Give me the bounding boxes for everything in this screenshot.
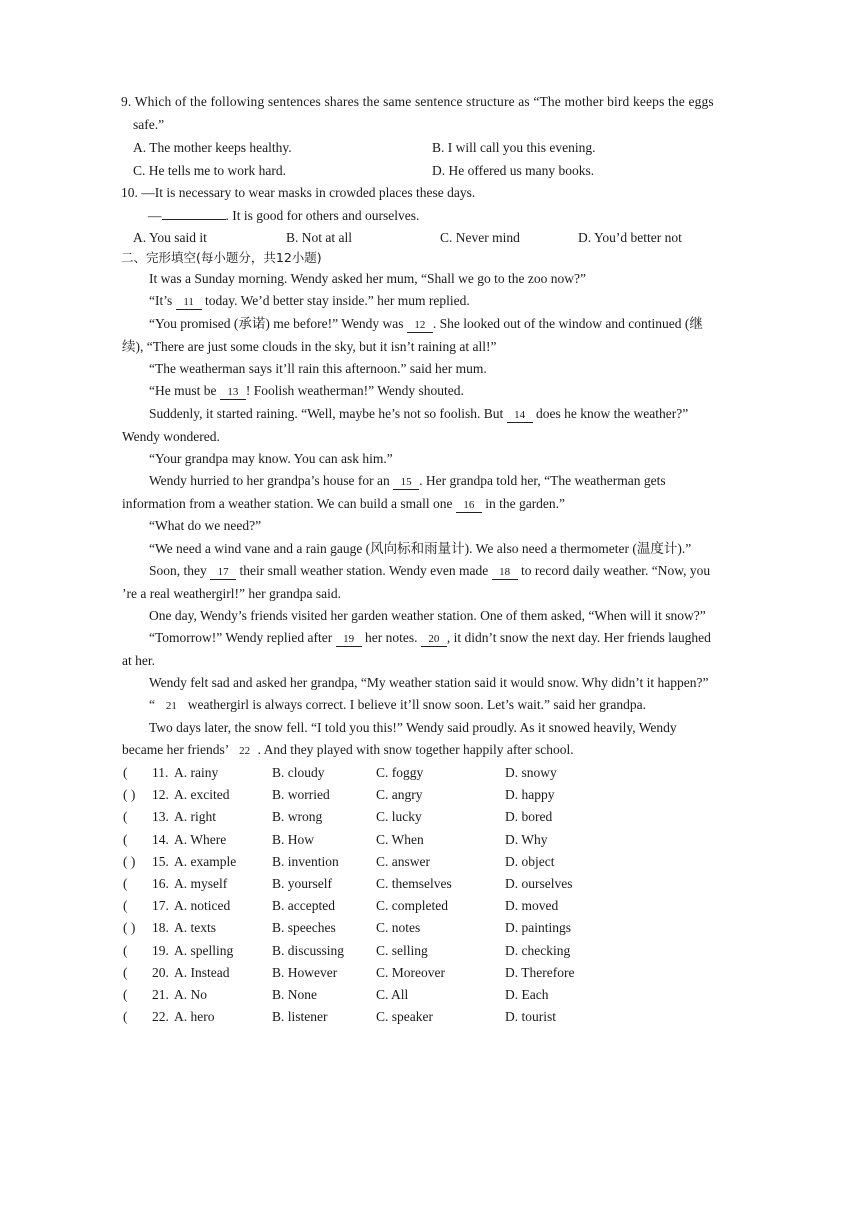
option-a[interactable]: A. example [174, 854, 237, 869]
q9-option-b: B. I will call you this evening. [432, 140, 596, 155]
q9-stem-cont: safe.” [133, 117, 165, 132]
q9-option-d: D. He offered us many books. [432, 163, 595, 178]
passage-line: “What do we need?” [149, 518, 262, 533]
question-number: 11. [152, 765, 169, 780]
question-number: 13. [152, 809, 169, 824]
option-b[interactable]: B. listener [272, 1009, 328, 1024]
q9-option-a: A. The mother keeps healthy. [133, 140, 292, 155]
text: Suddenly, it started raining. “Well, maybe he’s not so foolish. But [149, 406, 504, 421]
text: ! Foolish weatherman!” Wendy shouted. [245, 383, 464, 398]
question-number: 22. [152, 1009, 169, 1024]
text: became her friends’ [122, 742, 229, 757]
text: “It’s [149, 293, 173, 308]
passage-line [149, 472, 666, 490]
text: today. We’d better stay inside.” her mum replied. [205, 293, 470, 308]
passage-line: Wendy felt sad and asked her grandpa, “My weather station said it would snow. Why didn’t it happen?” [149, 675, 709, 690]
option-a[interactable]: A. excited [174, 787, 230, 802]
blank-18[interactable]: 18 [492, 565, 518, 580]
passage-line [122, 495, 565, 513]
option-d[interactable]: D. object [505, 854, 555, 869]
passage-line [149, 382, 464, 400]
passage-line [149, 315, 703, 333]
blank-11[interactable]: 11 [176, 295, 202, 310]
q10-option-d: D. You’d better not [578, 230, 682, 245]
option-d[interactable]: D. Why [505, 832, 548, 847]
option-a[interactable]: A. Instead [174, 965, 230, 980]
option-d[interactable]: D. tourist [505, 1009, 557, 1024]
option-c[interactable]: C. answer [376, 854, 430, 869]
answer-bracket[interactable]: ( ) [123, 920, 136, 935]
passage-line: 续), “There are just some clouds in the sky, but it isn’t raining at all!” [122, 339, 497, 354]
text: weathergirl is always correct. I believe it’ll snow soon. Let’s wait.” said her grandpa. [187, 697, 646, 712]
text: . Her grandpa told her, “The weatherman gets [419, 473, 666, 488]
passage-line [149, 696, 646, 714]
answer-bracket[interactable]: ( [123, 876, 128, 891]
option-c[interactable]: C. When [376, 832, 424, 847]
text: Wendy hurried to her grandpa’s house for an [149, 473, 390, 488]
text: “ [149, 697, 155, 712]
answer-bracket[interactable]: ( [123, 898, 128, 913]
option-b[interactable]: B. How [272, 832, 315, 847]
passage-line: ’re a real weathergirl!” her grandpa said. [122, 586, 342, 601]
option-b[interactable]: B. accepted [272, 898, 335, 913]
option-c[interactable]: C. lucky [376, 809, 422, 824]
text: Soon, they [149, 563, 207, 578]
blank-22[interactable]: 22 [239, 745, 251, 757]
answer-blank[interactable] [162, 219, 226, 220]
option-d[interactable]: D. snowy [505, 765, 557, 780]
question-number: 12. [152, 787, 169, 802]
option-d[interactable]: D. ourselves [505, 876, 573, 891]
text: . She looked out of the window and continued (继 [432, 316, 703, 331]
option-a[interactable]: A. spelling [174, 943, 234, 958]
option-a[interactable]: A. myself [174, 876, 228, 891]
text: their small weather station. Wendy even made [239, 563, 489, 578]
answer-bracket[interactable]: ( [123, 832, 128, 847]
q10-option-b: B. Not at all [286, 230, 352, 245]
answer-bracket[interactable]: ( [123, 965, 128, 980]
option-c[interactable]: C. completed [376, 898, 448, 913]
option-b[interactable]: B. discussing [272, 943, 345, 958]
passage-line [149, 405, 688, 423]
passage-line: Wendy wondered. [122, 429, 220, 444]
passage-line: “We need a wind vane and a rain gauge (风向标和雨量计). We also need a thermometer (温度计).” [149, 541, 692, 556]
question-number: 17. [152, 898, 169, 913]
text: “He must be [149, 383, 217, 398]
dash: — [148, 208, 162, 223]
blank-13[interactable]: 13 [220, 385, 246, 400]
answer-bracket[interactable]: ( ) [123, 854, 136, 869]
option-d[interactable]: D. paintings [505, 920, 571, 935]
q10-response-text: . It is good for others and ourselves. [225, 208, 420, 223]
q9-option-c: C. He tells me to work hard. [133, 163, 286, 178]
text: “Tomorrow!” Wendy replied after [149, 630, 333, 645]
option-c[interactable]: C. All [376, 987, 409, 1002]
option-b[interactable]: B. invention [272, 854, 339, 869]
passage-line [149, 629, 711, 647]
option-b[interactable]: B. worried [272, 787, 330, 802]
option-b[interactable]: B. speeches [272, 920, 336, 935]
blank-19[interactable]: 19 [336, 632, 362, 647]
blank-16[interactable]: 16 [456, 498, 482, 513]
option-a[interactable]: A. No [174, 987, 207, 1002]
question-number: 14. [152, 832, 169, 847]
text: in the garden.” [485, 496, 566, 511]
option-b[interactable]: B. wrong [272, 809, 323, 824]
passage-line [149, 292, 470, 310]
blank-17[interactable]: 17 [210, 565, 236, 580]
answer-bracket[interactable]: ( [123, 809, 128, 824]
option-a[interactable]: A. hero [174, 1009, 215, 1024]
option-d[interactable]: D. bored [505, 809, 553, 824]
option-a[interactable]: A. noticed [174, 898, 231, 913]
option-c[interactable]: C. foggy [376, 765, 424, 780]
option-c[interactable]: C. speaker [376, 1009, 433, 1024]
blank-21[interactable]: 21 [165, 700, 177, 712]
text: . And they played with snow together happily after school. [257, 742, 574, 757]
option-a[interactable]: A. texts [174, 920, 216, 935]
q10-response [148, 207, 419, 225]
text: information from a weather station. We can build a small one [122, 496, 453, 511]
q10-stem: 10. —It is necessary to wear masks in crowded places these days. [121, 185, 476, 200]
option-a[interactable]: A. rainy [174, 765, 219, 780]
option-c[interactable]: C. selling [376, 943, 428, 958]
q9-stem: 9. Which of the following sentences shares the same sentence structure as “The mother bird keeps the eggs [121, 94, 714, 109]
question-number: 21. [152, 987, 169, 1002]
question-number: 19. [152, 943, 169, 958]
option-d[interactable]: D. happy [505, 787, 555, 802]
option-d[interactable]: D. Therefore [505, 965, 575, 980]
text: “You promised (承诺) me before!” Wendy was [149, 316, 404, 331]
passage-line: at her. [122, 653, 155, 668]
q10-option-c: C. Never mind [440, 230, 520, 245]
passage-line: “Your grandpa may know. You can ask him.” [149, 451, 393, 466]
passage-line: One day, Wendy’s friends visited her garden weather station. One of them asked, “When will it snow?” [149, 608, 706, 623]
answer-bracket[interactable]: ( [123, 987, 128, 1002]
text: her notes. [365, 630, 418, 645]
option-c[interactable]: C. notes [376, 920, 421, 935]
passage-line: “The weatherman says it’ll rain this afternoon.” said her mum. [149, 361, 487, 376]
text: does he know the weather?” [536, 406, 689, 421]
option-a[interactable]: A. Where [174, 832, 227, 847]
answer-bracket[interactable]: ( [123, 1009, 128, 1024]
option-d[interactable]: D. checking [505, 943, 571, 958]
passage-line: Two days later, the snow fell. “I told you this!” Wendy said proudly. As it snowed heavily, Wendy [149, 720, 677, 735]
option-b[interactable]: B. However [272, 965, 338, 980]
passage-line [149, 562, 710, 580]
answer-bracket[interactable]: ( [123, 765, 128, 780]
question-number: 18. [152, 920, 169, 935]
option-d[interactable]: D. moved [505, 898, 559, 913]
option-c[interactable]: C. angry [376, 787, 423, 802]
option-a[interactable]: A. right [174, 809, 216, 824]
question-number: 15. [152, 854, 169, 869]
text: , it didn’t snow the next day. Her friends laughed [446, 630, 711, 645]
option-d[interactable]: D. Each [505, 987, 549, 1002]
answer-bracket[interactable]: ( [123, 943, 128, 958]
question-number: 20. [152, 965, 169, 980]
blank-14[interactable]: 14 [507, 408, 533, 423]
option-b[interactable]: B. cloudy [272, 765, 325, 780]
option-c[interactable]: C. themselves [376, 876, 452, 891]
section-heading: 二、完形填空(每小题分，共12小题) [121, 250, 322, 265]
question-number: 16. [152, 876, 169, 891]
blank-12[interactable]: 12 [407, 318, 433, 333]
option-b[interactable]: B. None [272, 987, 317, 1002]
blank-20[interactable]: 20 [421, 632, 447, 647]
passage-line: It was a Sunday morning. Wendy asked her mum, “Shall we go to the zoo now?” [149, 271, 586, 286]
text: to record daily weather. “Now, you [520, 563, 711, 578]
blank-15[interactable]: 15 [393, 475, 419, 490]
q10-option-a: A. You said it [133, 230, 207, 245]
answer-bracket[interactable]: ( ) [123, 787, 136, 802]
option-b[interactable]: B. yourself [272, 876, 332, 891]
option-c[interactable]: C. Moreover [376, 965, 445, 980]
passage-line [122, 741, 574, 759]
